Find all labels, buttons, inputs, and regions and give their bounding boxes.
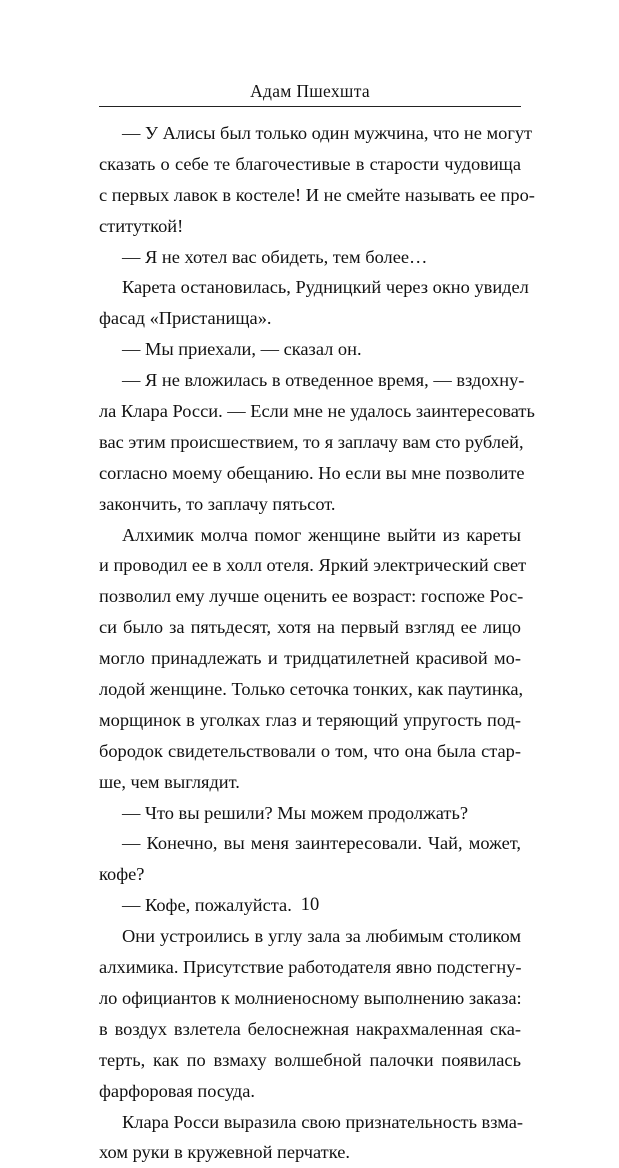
text-line: и проводил ее в холл отеля. Яркий электрический свет [99, 555, 527, 576]
text-line: фасад «Пристанища». [99, 308, 272, 329]
text-line: Карета остановилась, Рудницкий через окно увидел [122, 277, 529, 298]
text-line: — Мы приехали, — сказал он. [122, 339, 362, 360]
text-line: — Конечно, вы меня заинтересовали. Чай, может, [122, 833, 521, 854]
text-line: фарфоровая посуда. [99, 1080, 256, 1101]
text-line: алхимика. Присутствие работодателя явно подстегну- [99, 957, 522, 978]
text-line: бородок свидетельствовали о том, что она была стар- [99, 740, 521, 761]
text-line: закончить, то заплачу пятьсот. [99, 493, 336, 514]
header-rule [99, 106, 521, 107]
text-line: ституткой! [99, 215, 184, 236]
text-line: с первых лавок в костеле! И не смейте называть ее про- [99, 184, 535, 205]
text-line: — Что вы решили? Мы можем продолжать? [122, 802, 469, 823]
body-text [99, 118, 535, 1168]
text-line: ше, чем выглядит. [99, 771, 240, 792]
text-line: — Я не вложилась в отведенное время, — вздохну- [122, 370, 525, 391]
text-line: позволил ему лучше оценить ее возраст: госпоже Рос- [99, 586, 524, 607]
text-line: лодой женщине. Только сеточка тонких, как паутинка, [99, 679, 524, 700]
text-line: в воздух взлетела белоснежная накрахмаленная ска- [99, 1018, 521, 1039]
text-line: — У Алисы был только один мужчина, что не могут [122, 123, 533, 143]
page-number: 10 [300, 895, 320, 915]
text-line: ло официантов к молниеносному выполнению заказа: [99, 987, 522, 1008]
text-line: вас этим происшествием, то я заплачу вам сто рублей, [99, 431, 524, 452]
text-line: терть, как по взмаху волшебной палочки появилась [99, 1049, 521, 1070]
text-line: согласно моему обещанию. Но если вы мне позволите [99, 462, 525, 483]
text-line: Клара Росси выразила свою признательность взма- [122, 1111, 524, 1132]
text-line: Алхимик молча помог женщине выйти из кареты [122, 524, 521, 545]
running-head: Адам Пшехшта [250, 81, 370, 101]
text-line: кофе? [99, 864, 145, 885]
text-line: Они устроились в углу зала за любимым столиком [122, 926, 521, 947]
text-line: морщинок в уголках глаз и теряющий упругость под- [99, 709, 521, 730]
text-line: — Кофе, пожалуйста. [122, 895, 292, 916]
text-line: хом руки в кружевной перчатке. [99, 1142, 350, 1163]
text-line: — Я не хотел вас обидеть, тем более… [122, 246, 428, 267]
text-line: сказать о себе те благочестивые в старости чудовища [99, 153, 521, 174]
text-line: си было за пятьдесят, хотя на первый взгляд ее лицо [99, 617, 521, 638]
text-line: могло принадлежать и тридцатилетней красивой мо- [99, 648, 521, 669]
text-line: ла Клара Росси. — Если мне не удалось заинтересовать [99, 401, 535, 422]
